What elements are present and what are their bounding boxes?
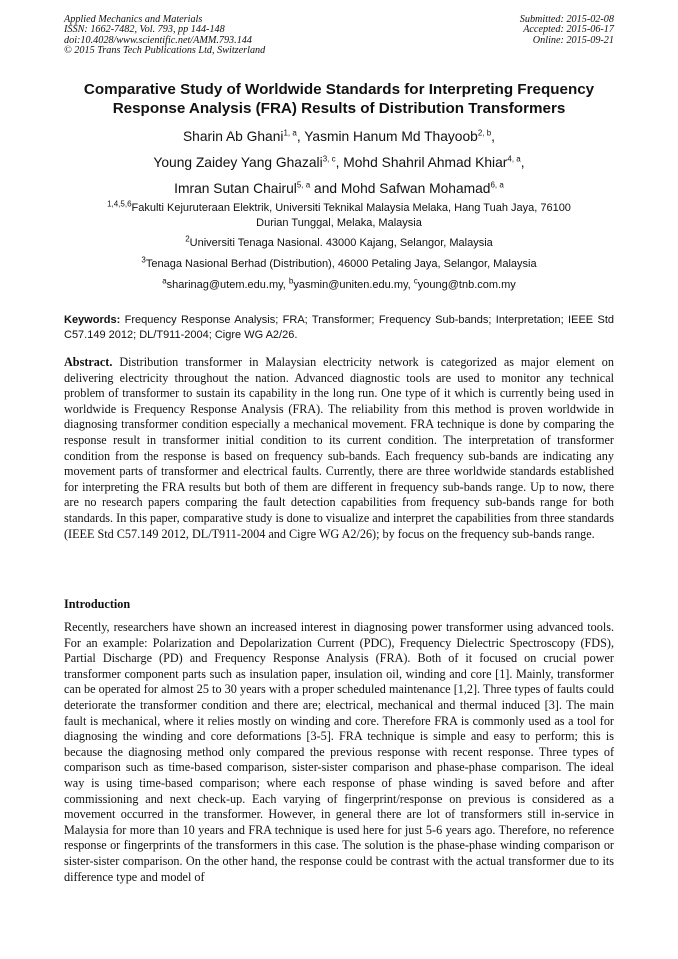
- accepted-date: Accepted: 2015-06-17: [523, 24, 614, 36]
- author-name: Young Zaidey Yang Ghazali: [153, 155, 323, 170]
- author-line-3: [40, 176, 638, 202]
- author-sup: 1, a: [283, 128, 297, 138]
- online-date: Online: 2015-09-21: [532, 34, 614, 46]
- journal-info: [64, 15, 265, 57]
- author-line-1: [40, 124, 638, 150]
- author-sep: ,: [296, 129, 305, 144]
- paper-title: [40, 80, 638, 118]
- affiliation-line: Universiti Tenaga Nasional. 43000 Kajang, Selangor, Malaysia: [189, 237, 493, 249]
- author-list: [40, 124, 638, 202]
- publication-dates: [520, 15, 614, 46]
- introduction-text: Recently, researchers have shown an increased interest in diagnosing power transformer using advanced tools. For an example: Polarization and Depolarization Current (PDC), Frequency Dielectric Spectroscopy (FDS), Partial Discharge (PD) and Frequency Response Analysis (FRA). Both of it focused on crucial power transformer component parts such as insulation paper, insulation oil, winding and core [1]. Mainly, transformer can be operated for almost 25 to 30 years with a proper scheduled maintenance [1,2]. Three types of faults could deteriorate the transformer condition and there are; electrical, mechanical and thermal induced [3]. The main fault is mechanical, where it relies mostly on winding and core. Therefore FRA is commonly used as a tool for diagnosing the winding and core deformations [3-5]. FRA technique is simple and easy to perform; this is because the diagnosing method only compared the previous response with recent response. Three types of comparison such as time-based comparison, sister-sister comparison and phase-phase comparison. The ideal way is using time-based comparison; where each response of phase winding is saved before and after commissioning and next check-up. Each varying of fingerprint/response on previous is considered as a movement occurred in the transformer. However, in general there are lot of transformers still in-service in Malaysia for more than 10 years and FRA technique is used here for just 5-6 years ago. Therefore, no reference response or fingerprints of the transformers in this case. The solution is the phase-phase winding comparison or sister-sister comparison. On the other hand, the response could be contrast with the actual transformer due to its difference type and model of: [64, 620, 614, 884]
- author-name: Mohd Safwan Mohamad: [340, 181, 491, 196]
- author-sup: 6, a: [490, 180, 504, 190]
- author-sup: 4, a: [507, 154, 521, 164]
- abstract: [64, 355, 614, 542]
- author-sep: and: [310, 181, 341, 196]
- affiliation-sup: 1,4,5,6: [107, 199, 132, 209]
- email-link[interactable]: yasmin@uniten.edu.my,: [293, 279, 414, 291]
- affiliation-line: Tenaga Nasional Berhad (Distribution), 46000 Petaling Jaya, Selangor, Malaysia: [145, 258, 537, 270]
- affiliation-line: Durian Tunggal, Melaka, Malaysia: [256, 217, 422, 229]
- email-sup: b: [288, 276, 294, 286]
- abstract-text: Distribution transformer in Malaysian electricity network is categorized as major element on delivering electricity throughout the nation. Advanced diagnostic tools are used to monitor any technical problem of transformer to sustain its capability in the long run. One type of it which is currently being used in worldwide is Frequency Response Analysis (FRA). The reliability from this method is proven worldwide in diagnosing transformer condition especially a mechanical movement. FRA technique is done by comparing the response result in transformer initial condition to its current condition. The interpretation of transformer condition from the response is based on frequency sub-bands. Each frequency sub-bands are indicating any movement parts of transformer and electrical faults. Currently, there are three worldwide standards established for interpreting the FRA results but both of them are different in frequency sub-bands range. Up to now, there are no research papers comparing the fault detection capabilities from frequency sub-bands range for both standards. In this paper, comparative study is done to visualize and interpret the capabilities from three standards (IEEE Std C57.149 2012, DL/T911-2004 and Cigre WG A2/26); by focus on the frequency sub-bands range.: [64, 355, 614, 541]
- author-sep: ,: [335, 155, 344, 170]
- title-line-2: Response Analysis (FRA) Results of Distribution Transformers: [112, 100, 566, 117]
- author-line-2: [40, 150, 638, 176]
- title-line-1: Comparative Study of Worldwide Standards for Interpreting Frequency: [83, 81, 595, 98]
- section-heading-introduction: Introduction: [64, 597, 131, 611]
- keywords: [64, 313, 614, 342]
- author-sup: 5, a: [296, 180, 311, 190]
- author-sep: ,: [491, 129, 495, 144]
- affiliation-sup: 2: [185, 234, 190, 244]
- keywords-text: Frequency Response Analysis; FRA; Transformer; Frequency Sub-bands; Interpretation; IEEE Std C57.149 2012; DL/T911-2004; Cigre WG A2/26.: [64, 314, 614, 341]
- author-sep: ,: [520, 155, 525, 170]
- author-name: Sharin Ab Ghani: [182, 129, 284, 144]
- email-sup: a: [162, 276, 167, 286]
- submitted-date: Submitted: 2015-02-08: [519, 14, 614, 25]
- affiliation-sup: 3: [141, 255, 146, 265]
- copyright-line: © 2015 Trans Tech Publications Ltd, Switzerland: [64, 45, 266, 57]
- author-name: Mohd Shahril Ahmad Khiar: [343, 155, 508, 170]
- journal-name: Applied Mechanics and Materials: [64, 14, 203, 25]
- email-list: [40, 278, 638, 293]
- author-name: Yasmin Hanum Md Thayoob: [304, 129, 478, 144]
- affiliation-1: [40, 201, 638, 231]
- affiliation-3: [40, 257, 638, 272]
- affiliation-2: [40, 236, 638, 251]
- affiliation-line: Fakulti Kejuruteraan Elektrik, Universiti Teknikal Malaysia Melaka, Hang Tuah Jaya, 76100: [131, 202, 571, 214]
- email-sup: c: [413, 276, 418, 286]
- email-link[interactable]: young@tnb.com.my: [417, 279, 516, 291]
- author-sup: 2, b: [477, 128, 492, 138]
- abstract-label: Abstract.: [64, 355, 113, 369]
- email-link[interactable]: sharinag@utem.edu.my,: [166, 279, 289, 291]
- keywords-label: Keywords:: [64, 314, 121, 326]
- issn-line: ISSN: 1662-7482, Vol. 793, pp 144-148: [64, 24, 225, 36]
- doi-line: doi:10.4028/www.scientific.net/AMM.793.144: [64, 34, 252, 46]
- author-name: Imran Sutan Chairul: [174, 181, 297, 196]
- author-sup: 3, c: [322, 154, 336, 164]
